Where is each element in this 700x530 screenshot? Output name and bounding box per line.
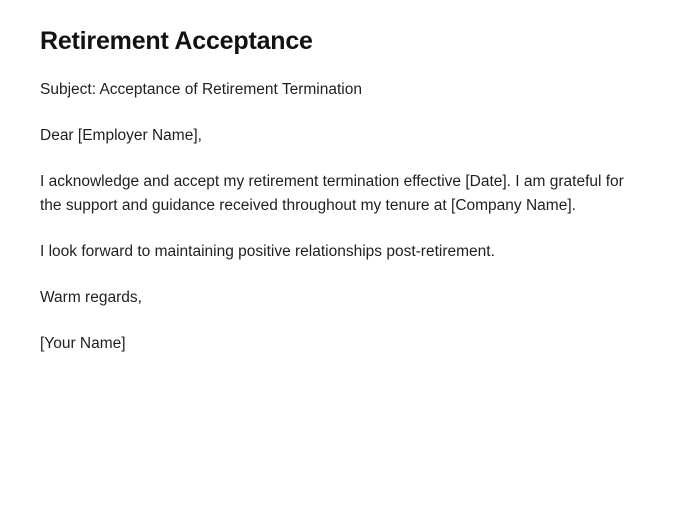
paragraph-subject: Subject: Acceptance of Retirement Termination — [40, 81, 362, 98]
page-title: Retirement Acceptance — [40, 27, 313, 55]
paragraph-sign-off: Warm regards, — [40, 289, 142, 307]
paragraph-closing-statement: I look forward to maintaining positive relationships post-retirement. — [40, 243, 495, 261]
paragraph-salutation: Dear [Employer Name], — [40, 127, 202, 145]
document-body — [40, 78, 660, 356]
paragraph-signature-name: [Your Name] — [40, 335, 126, 353]
paragraph-acknowledgement: I acknowledge and accept my retirement termination effective [Date]. I am grateful for the support and guidance received throughout my tenure at [Company Name]. — [40, 173, 624, 215]
